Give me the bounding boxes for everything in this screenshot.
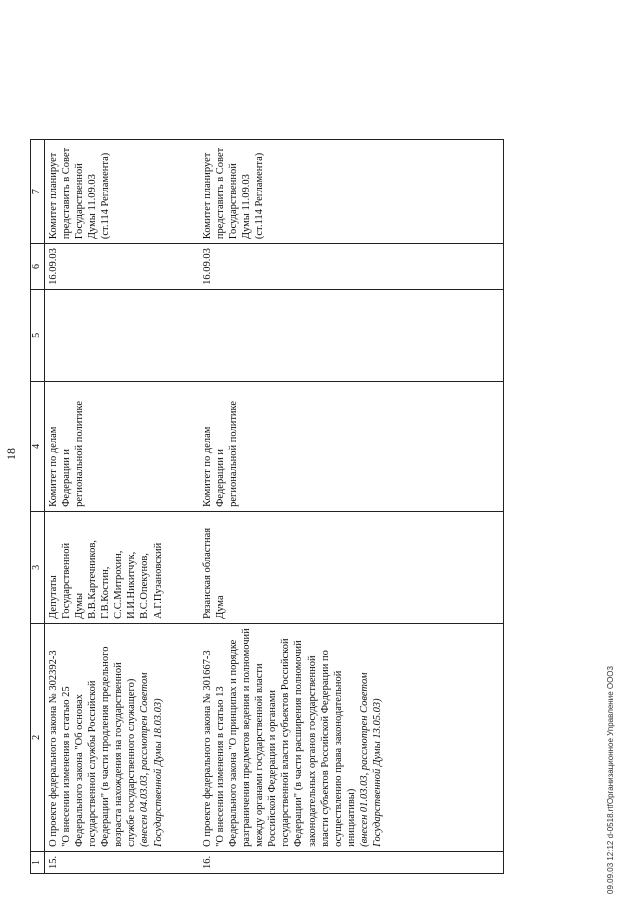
bill-note: (внесен 01.03.03, рассмотрен Советом Государственной Думы 13.05.03) (359, 672, 384, 847)
row-number: 15. (44, 851, 199, 873)
column-5-cell (199, 289, 504, 381)
initiator-cell: Депутаты Государственной Думы В.В.Картечников, Г.В.Костин, С.С.Митрохин, И.И.Никитчук, В.С.Опекунов, А.Г.Пузановский (44, 511, 199, 623)
bill-note: (внесен 04.03.03, рассмотрен Советом Государственной Думы 18.03.03) (139, 672, 164, 847)
bill-description-cell (199, 623, 504, 851)
remark-cell: Комитет планирует представить в Совет Государственной Думы 11.09.03 (ст.114 Регламента) (44, 140, 199, 244)
date-cell: 16.09.03 (44, 244, 199, 290)
column-header: 6 (31, 244, 45, 290)
bills-table (30, 139, 504, 874)
bill-description-cell (44, 623, 199, 851)
page-number: 18 (4, 448, 18, 460)
row-number: 16. (199, 851, 504, 873)
column-header: 3 (31, 511, 45, 623)
column-header: 5 (31, 289, 45, 381)
table-row (44, 140, 199, 874)
column-header: 4 (31, 381, 45, 511)
page-footer: 09.09.03 12:12 d-0518.rtfОрганизационное Управление ООО3 (606, 666, 615, 894)
bill-body: "О внесении изменения в статью 25 Федерального закона "Об основах государственной службы Российской Федерации" (в части продления предельного возраста нахождения на государственной службе государственного служащего) (60, 646, 138, 847)
column-header: 1 (31, 851, 45, 873)
table-row (199, 140, 504, 874)
bill-body: "О внесении изменения в статью 13 Федерального закона "О принципах и порядке разграничения предметов ведения и полномочий между органами государственной власти Российской Федерации и органами государственной власти субъектов Российской Федерации" (в части расширения полномочий законодательных органов государственной власти субъектов Российской Федерации по осуществлению права законодательной инициативы) (214, 628, 357, 847)
column-header: 7 (31, 140, 45, 244)
column-header: 2 (31, 623, 45, 851)
bill-title: О проекте федерального закона № 301667-3 (201, 650, 213, 847)
remark-cell: Комитет планирует представить в Совет Государственной Думы 11.09.03 (ст.114 Регламента) (199, 140, 504, 244)
table-header-row (31, 140, 45, 874)
date-cell: 16.09.03 (199, 244, 504, 290)
column-5-cell (44, 289, 199, 381)
bill-title: О проекте федерального закона № 302392-3 (47, 650, 59, 847)
initiator-cell: Рязанская областная Дума (199, 511, 504, 623)
committee-cell: Комитет по делам Федерации и региональной политике (199, 381, 504, 511)
committee-cell: Комитет по делам Федерации и региональной политике (44, 381, 199, 511)
